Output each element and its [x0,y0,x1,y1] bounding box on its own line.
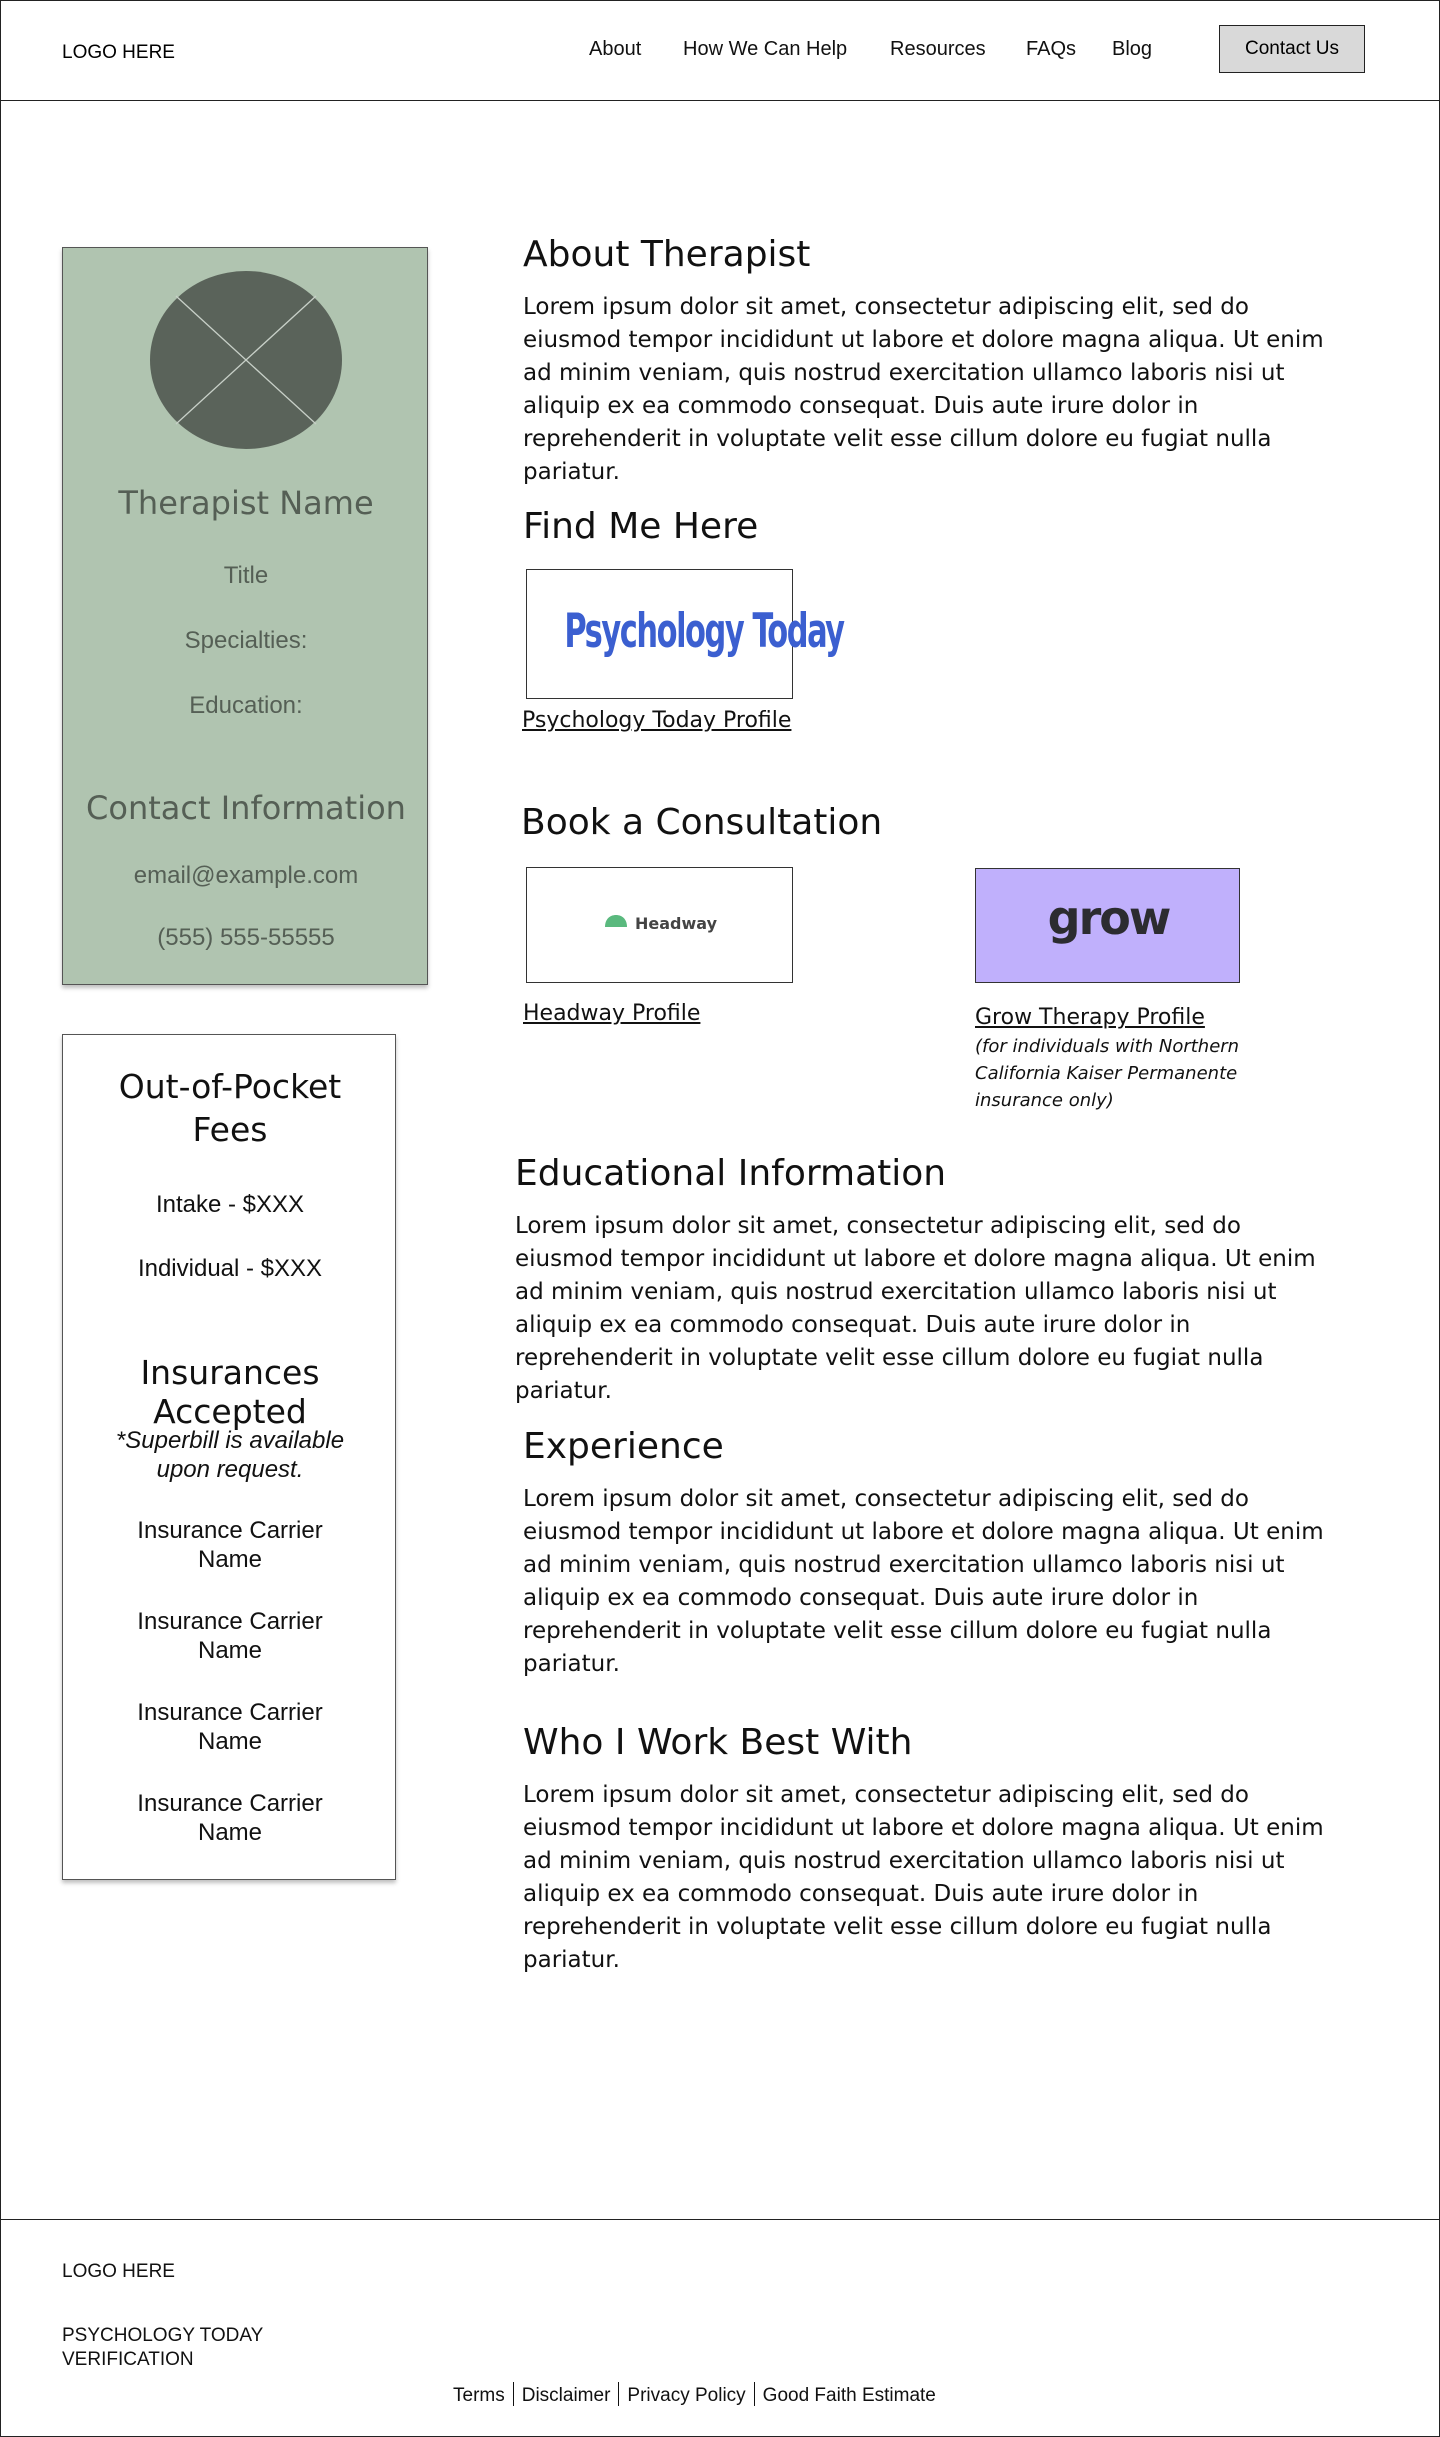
nav-faqs[interactable]: FAQs [1026,38,1077,60]
work-best-with-heading: Who I Work Best With [523,1722,913,1763]
contact-us-button[interactable]: Contact Us [1219,25,1365,73]
nav-how-we-can-help[interactable]: How We Can Help [683,38,848,60]
experience-text: Lorem ipsum dolor sit amet, consectetur adipiscing elit, sed do eiusmod tempor incididunt ut labore et dolore magna aliqua. Ut enim ad minim veniam, quis nostrud exercitation ullamco laboris nisi ut aliquip ex ea commodo consequat. Duis aute irure dolor in reprehenderit in voluptate velit esse cillum dolore eu fugiat nulla pariatur. [523,1486,1324,1677]
grow-therapy-logo-box[interactable] [975,868,1240,983]
insurance-heading: Insurances Accepted [140,1353,320,1431]
contact-info-heading: Contact Information [86,789,406,827]
footer-link-good-faith-estimate[interactable]: Good Faith Estimate [762,2385,936,2406]
education-text: Lorem ipsum dolor sit amet, consectetur adipiscing elit, sed do eiusmod tempor incididunt ut labore et dolore magna aliqua. Ut enim ad minim veniam, quis nostrud exercitation ullamco laboris nisi ut aliquip ex ea commodo consequat. Duis aute irure dolor in reprehenderit in voluptate velit esse cillum dolore eu fugiat nulla pariatur. [515,1213,1316,1404]
insurance-carrier-line2: Name [197,1728,263,1755]
nav-blog[interactable]: Blog [1112,38,1153,60]
footer-logo[interactable]: LOGO HERE [62,2261,175,2282]
education-heading: Educational Information [515,1153,947,1194]
fees-insurance-card [62,1034,396,1880]
headway-profile-link[interactable]: Headway Profile [523,1001,701,1026]
therapist-email[interactable]: email@example.com [133,862,359,889]
superbill-note-line2: upon request. [156,1456,304,1483]
grow-therapy-note: (for individuals with Northern California Kaiser Permanente insurance only) [975,1036,1240,1111]
insurance-carrier-line2: Name [197,1637,263,1664]
insurance-carrier-line2: Name [197,1546,263,1573]
footer-link-terms[interactable]: Terms [453,2385,505,2406]
insurance-carrier-line1: Insurance Carrier [137,1699,323,1726]
nav-resources[interactable]: Resources [890,38,986,60]
therapist-profile-card [62,247,428,985]
psychology-today-logo-box[interactable] [526,569,844,699]
superbill-note-line1: *Superbill is available [115,1427,345,1454]
avatar-placeholder-icon [149,270,343,450]
insurance-carrier-line1: Insurance Carrier [137,1517,323,1544]
about-text: Lorem ipsum dolor sit amet, consectetur adipiscing elit, sed do eiusmod tempor incididunt ut labore et dolore magna aliqua. Ut enim ad minim veniam, quis nostrud exercitation ullamco laboris nisi ut aliquip ex ea commodo consequat. Duis aute irure dolor in reprehenderit in voluptate velit esse cillum dolore eu fugiat nulla pariatur. [523,294,1324,485]
work-best-with-text: Lorem ipsum dolor sit amet, consectetur adipiscing elit, sed do eiusmod tempor incididunt ut labore et dolore magna aliqua. Ut enim ad minim veniam, quis nostrud exercitation ullamco laboris nisi ut aliquip ex ea commodo consequat. Duis aute irure dolor in reprehenderit in voluptate velit esse cillum dolore eu fugiat nulla pariatur. [523,1782,1324,1973]
footer-links [453,2382,936,2407]
nav-about[interactable]: About [589,38,642,60]
footer-link-divider [513,2382,514,2406]
experience-heading: Experience [523,1426,724,1467]
therapist-specialties: Specialties: [184,627,308,654]
therapist-phone[interactable]: (555) 555-55555 [157,924,335,951]
footer-link-privacy-policy[interactable]: Privacy Policy [627,2385,746,2406]
insurance-carrier-line1: Insurance Carrier [137,1790,323,1817]
footer-link-disclaimer[interactable]: Disclaimer [521,2385,611,2406]
fees-heading-line1: Out-of-Pocket [118,1067,342,1106]
psychology-today-profile-link[interactable]: Psychology Today Profile [522,708,792,733]
header-logo[interactable]: LOGO HERE [62,42,175,63]
fees-heading-line2: Fees [192,1110,268,1149]
headway-logo-box[interactable] [526,867,793,983]
footer-link-divider [618,2382,619,2406]
intake-fee: Intake - $XXX [155,1191,305,1218]
therapist-education: Education: [189,692,303,719]
footer-link-divider [754,2382,755,2406]
therapist-name: Therapist Name [118,484,374,522]
site-header [0,0,1440,101]
individual-fee: Individual - $XXX [137,1255,323,1282]
insurance-carrier-line1: Insurance Carrier [137,1608,323,1635]
headway-leaf-icon [604,914,628,928]
therapist-title: Title [223,562,269,589]
find-me-heading: Find Me Here [523,506,759,547]
grow-logo-text: grow [1047,891,1170,945]
about-heading: About Therapist [523,234,811,275]
psychology-today-verification-line1[interactable]: PSYCHOLOGY TODAY [62,2325,264,2346]
site-footer [0,2219,1440,2437]
headway-logo-text: Headway [635,914,718,933]
book-consultation-heading: Book a Consultation [521,802,883,843]
grow-therapy-profile-link[interactable]: Grow Therapy Profile [975,1005,1205,1030]
insurance-carrier-line2: Name [197,1819,263,1846]
psychology-today-logo: Psychology Today [564,604,844,659]
psychology-today-verification-line2[interactable]: VERIFICATION [62,2349,194,2370]
